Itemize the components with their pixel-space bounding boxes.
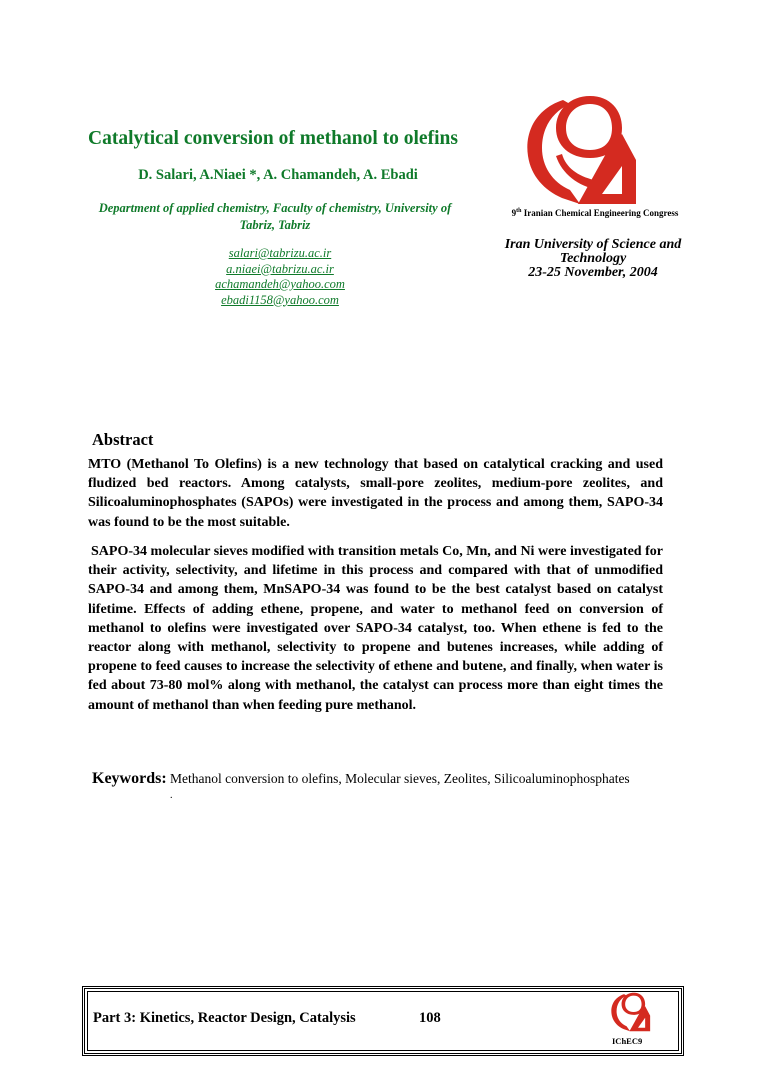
abstract-paragraph: SAPO-34 molecular sieves modified with transition metals Co, Mn, and Ni were investigated for their activity, selectivity, and lifetime in this process and compared with that of unmodified SAPO-34 and among them, MnSAPO-34 was found to be the best catalyst based on catalyst lifetime. Effects of adding ethene, propene, and water to methanol feed on conversion of methanol to olefins were investigated over SAPO-34 catalyst, too. When ethene is fed to the reactor along with methanol, selectivity to propene and butenes increases, while adding of propene to feed causes to increase the selectivity of ethene and butene, and finally, when water is fed about 73-80 mol% along with methanol, the catalyst can process more than eight times the amount of methanol than when feeding pure methanol. <box>88 544 663 713</box>
congress-ordinal-suffix: th <box>516 208 522 214</box>
keywords-text: Methanol conversion to olefins, Molecular sieves, Zeolites, Silicoaluminophosphates <box>166 771 630 786</box>
abstract-paragraph: MTO (Methanol To Olefins) is a new technology that based on catalytical cracking and used fludized bed reactors. Among catalysts, small-pore zeolites, medium-pore zeolites, and Silicoaluminophosphates (SAPOs) were investigated in the process and among them, SAPO-34 was found to be the most suitable. <box>88 457 663 530</box>
ichec9-logo-icon <box>518 94 658 206</box>
email-link[interactable]: a.niaei@tabrizu.ac.ir <box>226 261 334 276</box>
keywords <box>92 770 630 788</box>
keywords-trailing-dot: . <box>170 790 173 801</box>
venue-line: Iran University of Science and <box>504 237 682 252</box>
email-list <box>190 246 370 308</box>
venue-line: Technology <box>559 251 627 266</box>
abstract-heading: Abstract <box>92 430 154 449</box>
affiliation: Department of applied chemistry, Faculty of chemistry, University of Tabriz, Tabriz <box>98 201 452 232</box>
ichec9-footer-logo-icon <box>608 990 658 1034</box>
conference-dates: 23-25 November, 2004 <box>528 265 658 280</box>
congress-title: Iranian Chemical Engineering Congress <box>521 208 679 218</box>
footer-code: IChEC9 <box>612 1036 643 1046</box>
keywords-label: Keywords: <box>92 770 167 787</box>
email-link[interactable]: salari@tabrizu.ac.ir <box>228 246 332 260</box>
email-link[interactable]: achamandeh@yahoo.com <box>215 277 345 291</box>
congress-ordinal: 9 <box>511 208 517 218</box>
congress-name <box>490 208 700 218</box>
paper-title: Catalytical conversion of methanol to olefins <box>88 128 458 149</box>
authors: D. Salari, A.Niaei *, A. Chamandeh, A. Ebadi <box>138 167 418 183</box>
page-number: 108 <box>419 1010 441 1026</box>
email-link[interactable]: ebadi1158@yahoo.com <box>221 292 339 307</box>
venue-block <box>488 238 698 280</box>
footer-part: Part 3: Kinetics, Reactor Design, Catalysis <box>93 1010 356 1026</box>
